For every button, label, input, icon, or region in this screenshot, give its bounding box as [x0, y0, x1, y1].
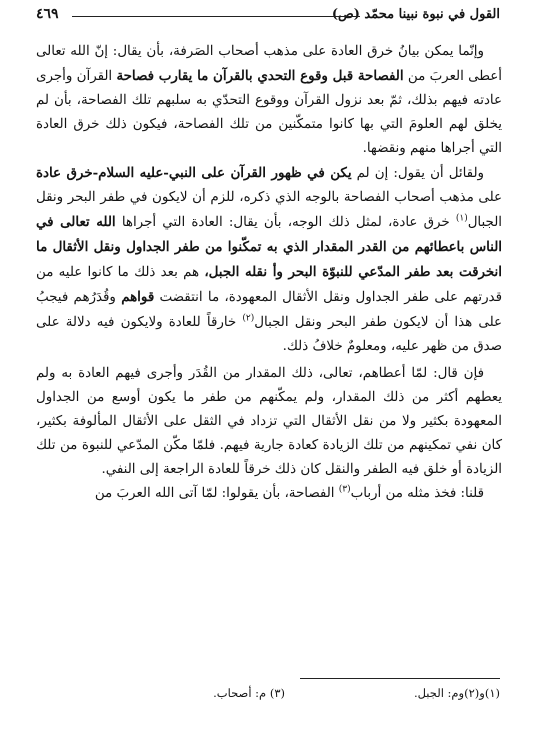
paragraph-1 — [36, 40, 502, 161]
paragraph-4 — [36, 482, 502, 506]
page-number: ٤٦٩ — [36, 6, 59, 22]
p1-bold-1: الفصاحة قبل وقوع التحدي بالقرآن ما يقارب فصاحة — [116, 68, 404, 85]
p2-bold-2: الله تعالى في الناس باعطائهم من القدر المقدار الذي به تمكّنوا من طفر الجداول ونقل الأثقال ما انخرقت بعد طفر المدّعي للنبوّة البحر وأ نقله الجبل، — [36, 214, 502, 281]
p2-text-6: خارقاً للعادة ولايكون فيه دلالة على صدق من ظهر عليه، ومعلومٌ خلافُ ذلك. — [36, 314, 502, 354]
body-text — [36, 40, 502, 506]
p2-text-3: خرق عادة، لمثل ذلك الوجه، بأن يقال: العادة التي أجراها — [115, 215, 456, 231]
footnote-ref-2: (٢) — [242, 313, 255, 324]
p2-text-5: وقُدَرُهم فيجبُ على هذا أن لايكون طفر البحر ونقل الجبال — [36, 290, 502, 330]
p2-bold-1: يكن في ظهور القرآن على النبي-عليه السلام-خرق عادة — [36, 165, 352, 182]
header-rule — [72, 16, 360, 17]
p2-text-1: ولقائل أن يقول: إن لم — [351, 166, 484, 182]
footnote-3: (٣) م: أصحاب. — [213, 686, 285, 700]
p2-text-2: على مذهب أصحاب الفصاحة بالوجه الذي ذكره، للزم أن لايكون في طفر البحر ونقل الجبال — [36, 190, 502, 231]
footnote-separator — [300, 678, 500, 679]
p1-text-2: القرآن وأجرى عادته فيهم بذلك، ثمّ بعد نزول القرآن ووقوع التحدّي به سلبهم تلك الفصاحة، بأن لم يخلق لهم العلومَ التي بها كانوا متمكّنين من تلك الفصاحة، فيكون ذلك خرق العادة التي أجراها منهم ونقضها. — [36, 69, 502, 157]
footnotes — [36, 684, 500, 724]
p2-text-4: هم بعد ذلك ما كانوا عليه من قدرتهم على طفر الجداول ونقل الأثقال المعهودة، ما انتقضت — [36, 265, 502, 306]
p4-text-1: قلنا: فخذ مثله من أرباب — [350, 485, 484, 501]
p1-text-1: وإنّما يمكن بيانُ خرق العادة على مذهب أصحاب الصَرفة، بأن يقال: إنّ الله تعالى أعطى العربَ من — [36, 44, 502, 85]
running-title: القول في نبوة نبينا محمّد (ص) — [331, 7, 500, 22]
paragraph-2 — [36, 161, 502, 358]
p4-text-2: الفصاحة، بأن يقولوا: لمّا آتى الله العربَ من — [94, 485, 339, 501]
p3-text: فإن قال: لمّا أعطاهم، تعالى، ذلك المقدار من القُدَر وأجرى فيهم العادة به ولم يعطهم أكثر من ذلك المقدار، ولم يمكّنهم من طفر ما يكون أوسع من الجداول المعهودة بكثير ولا من نقل الأثقال التي تزداد في الثقل على الأثقال المألوفة بكثير، كان نفي تمكينهم من تلك الزيادة كعادة جارية فيهم. فلمّا مكّن المدّعي للنبوة من تلك الزيادة أو خلق فيه الطفر والنقل كان ذلك خرقاً للعادة الراجعة إلى النفي. — [36, 365, 502, 477]
footnote-ref-3: (٣) — [338, 484, 351, 495]
p2-bold-3: قواهم — [121, 289, 155, 306]
footnote-1-2: (١)و(٢)وم: الجبل. — [413, 686, 500, 700]
footnote-ref-1: (١) — [455, 213, 468, 224]
paragraph-3 — [36, 362, 502, 482]
page-header — [36, 4, 500, 30]
